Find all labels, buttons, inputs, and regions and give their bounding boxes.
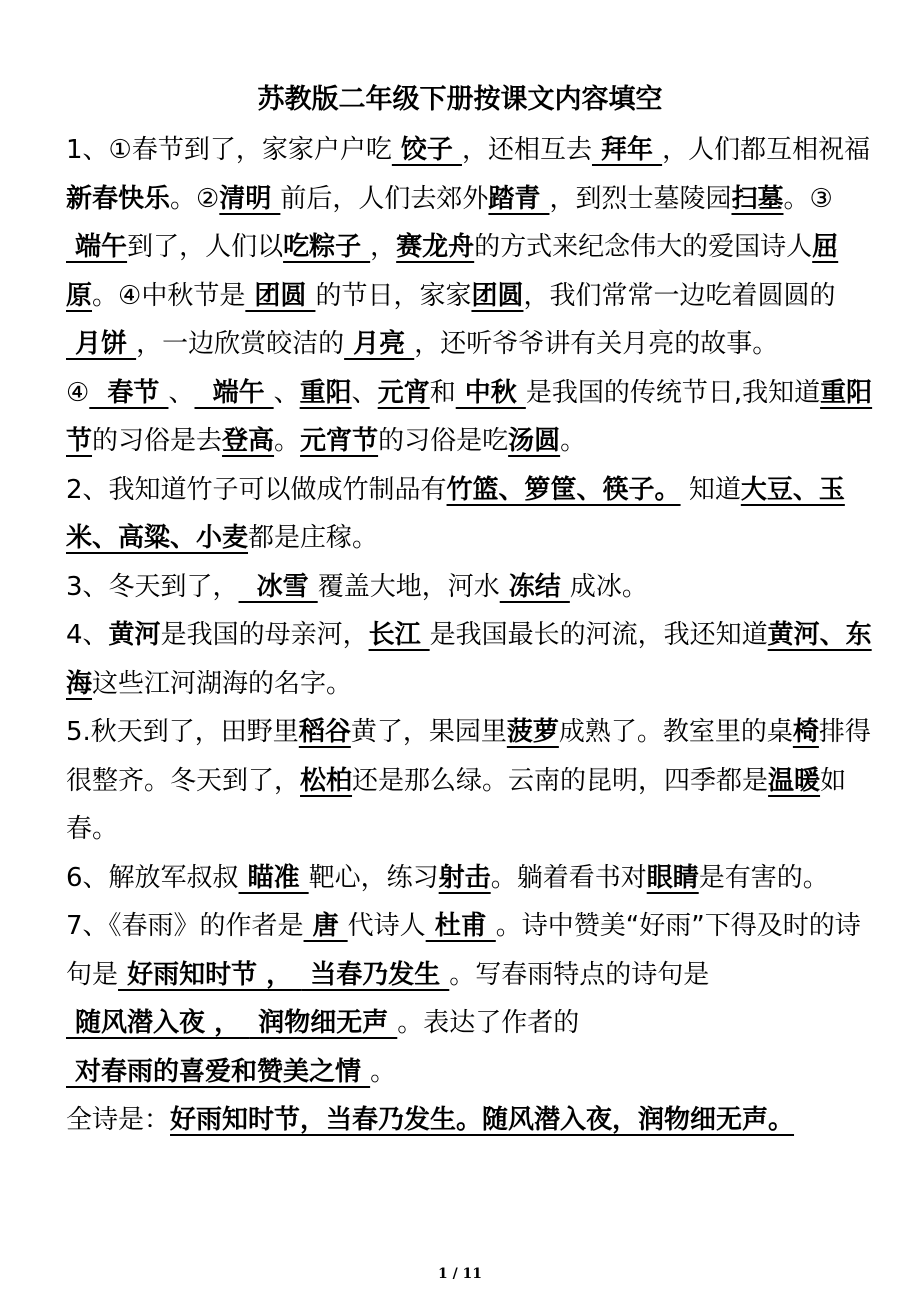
answer: 团圆 (245, 280, 316, 311)
answer: 元宵 (377, 377, 430, 408)
question-text: 黄了，果园里 (350, 717, 507, 747)
page-title: 苏教版二年级下册按课文内容填空 (257, 84, 663, 115)
question-text: 4、 (66, 620, 109, 650)
answer: 踏青 (488, 183, 550, 214)
question-text: ， (370, 232, 397, 262)
answer: 润物细无声 (249, 1008, 398, 1038)
question-text: 靶心，练习 (308, 862, 439, 893)
answer: 杜甫 (425, 911, 496, 941)
question-text: 的方式来纪念伟大的爱国诗人 (474, 232, 813, 262)
answer: 射击 (438, 862, 491, 893)
answer: 冰雪 (238, 571, 318, 602)
question-text: 成冰。 (569, 571, 648, 602)
answer: 团圆 (471, 280, 524, 311)
answer: 松柏 (300, 765, 353, 796)
question-text: 是我国的母亲河， (160, 620, 369, 650)
answer: 拜年 (591, 135, 663, 165)
question-text: ，还相互去 (461, 135, 592, 165)
question-text: 3、冬天到了， (66, 571, 239, 602)
answer: 月亮 (344, 329, 415, 359)
answer: 中秋 (455, 377, 526, 408)
answer: 好雨知时节 ， (118, 959, 302, 990)
question-text: 是有害的。 (698, 862, 829, 893)
question-text: 、 (168, 377, 195, 408)
answer: 长江 (368, 620, 430, 650)
question-text: 到了，人们以 (127, 232, 284, 262)
answer: 黄河 (108, 620, 161, 650)
question-text: 是我国的传统节日,我知道 (525, 377, 821, 408)
answer: 端午 (194, 377, 274, 408)
answer: 瞄准 (238, 862, 309, 893)
question-text: 。③ (783, 183, 833, 214)
question-text: 还是那么绿。云南的昆明，四季都是 (352, 765, 769, 796)
answer: 菠萝 (506, 717, 559, 747)
question-text: 。躺着看书对 (490, 862, 647, 893)
answer: 汤圆 (508, 426, 561, 456)
answer: 登高 (222, 426, 275, 456)
answer: 竹篮、箩筐、筷子。 (446, 474, 681, 505)
question-text: 、 (351, 377, 378, 408)
answer: 椅 (792, 717, 819, 747)
question-text: 和 (429, 377, 456, 408)
answer: 唐 (303, 911, 348, 941)
answer: 大豆、玉米、高粱、小麦 (66, 474, 845, 553)
question-text: ，到烈士墓陵园 (549, 183, 732, 214)
question-text: 的节日，家家 (315, 280, 472, 311)
answer: 温暖 (768, 765, 821, 796)
question-text: ，一边欣赏皎洁的 (136, 329, 345, 359)
answer: 赛龙舟 (396, 232, 475, 262)
question-3 (66, 563, 886, 612)
question-2 (66, 466, 886, 563)
question-text: 2、我知道竹子可以做成竹制品有 (66, 474, 447, 505)
question-text: ，还听爷爷讲有关月亮的故事。 (414, 329, 779, 359)
question-text: 、 (273, 377, 300, 408)
question-text: 知道 (680, 474, 741, 505)
question-text: 。④中秋节是 (92, 280, 246, 311)
question-text: 。 (274, 426, 301, 456)
question-text: ④ (66, 377, 90, 408)
question-text: 成熟了。教室里的桌 (558, 717, 793, 747)
question-4 (66, 611, 886, 708)
fill-in-content (66, 126, 886, 1145)
answer: 春节 (89, 377, 169, 408)
question-text: 这些江河湖海的名字。 (92, 668, 353, 699)
question-8 (66, 1096, 886, 1145)
question-text: 6、解放军叔叔 (66, 862, 239, 893)
question-text: ，我们常常一边吃着圆圆的 (523, 280, 836, 311)
question-text: 。 (370, 1056, 397, 1087)
answer: 饺子 (391, 135, 462, 165)
page-number: 1 / 11 (437, 1266, 483, 1282)
question-text: 。诗中赞美“好雨”下得及时的诗句是 (66, 911, 861, 990)
question-text: 的习俗是去 (92, 426, 223, 456)
question-text: 代诗人 (347, 911, 426, 941)
question-6 (66, 854, 886, 903)
question-text: 覆盖大地，河水 (317, 571, 500, 602)
answer: 当春乃发生 (301, 959, 450, 990)
answer: 清明 (219, 183, 281, 214)
question-5 (66, 708, 886, 854)
answer: 扫墓 (731, 183, 784, 214)
answer: 端午 (66, 232, 128, 262)
answer: 重阳节 (66, 377, 873, 456)
question-text: 的习俗是吃 (378, 426, 509, 456)
answer: 新春快乐 (66, 183, 171, 214)
question-text: 全诗是： (66, 1105, 171, 1135)
question-text: 是我国最长的河流，我还知道 (429, 620, 768, 650)
question-text: ，人们都互相祝福 (662, 135, 871, 165)
answer: 重阳 (299, 377, 352, 408)
answer: 对春雨的喜爱和赞美之情 (66, 1056, 371, 1087)
question-text: 5.秋天到了，田野里 (66, 717, 299, 747)
question-text: 。写春雨特点的诗句是 (449, 959, 710, 990)
answer: 随风潜入夜 ， (66, 1008, 250, 1038)
question-text: 1、①春节到了，家家户户吃 (66, 135, 392, 165)
question-text: 。表达了作者的 (397, 1008, 580, 1038)
question-text: 排得很整齐。冬天到了， (66, 717, 871, 796)
question-1-festivals (66, 369, 886, 466)
answer: 眼睛 (646, 862, 699, 893)
question-7 (66, 902, 886, 1096)
question-text: 如春。 (66, 765, 847, 844)
question-text: 都是庄稼。 (248, 523, 379, 553)
answer: 月饼 (66, 329, 137, 359)
answer: 稻谷 (298, 717, 351, 747)
answer: 吃粽子 (283, 232, 371, 262)
question-text: 前后，人们去郊外 (280, 183, 489, 214)
question-1 (66, 126, 886, 369)
question-text: 。 (560, 426, 587, 456)
answer: 好雨知时节，当春乃发生。随风潜入夜，润物细无声。 (170, 1105, 795, 1135)
answer: 冻结 (499, 571, 570, 602)
answer: 元宵节 (300, 426, 379, 456)
answer: 黄河、东海 (66, 620, 872, 699)
question-text: 。② (170, 183, 220, 214)
question-text: 7、《春雨》的作者是 (66, 911, 304, 941)
answer: 屈原 (66, 232, 839, 311)
